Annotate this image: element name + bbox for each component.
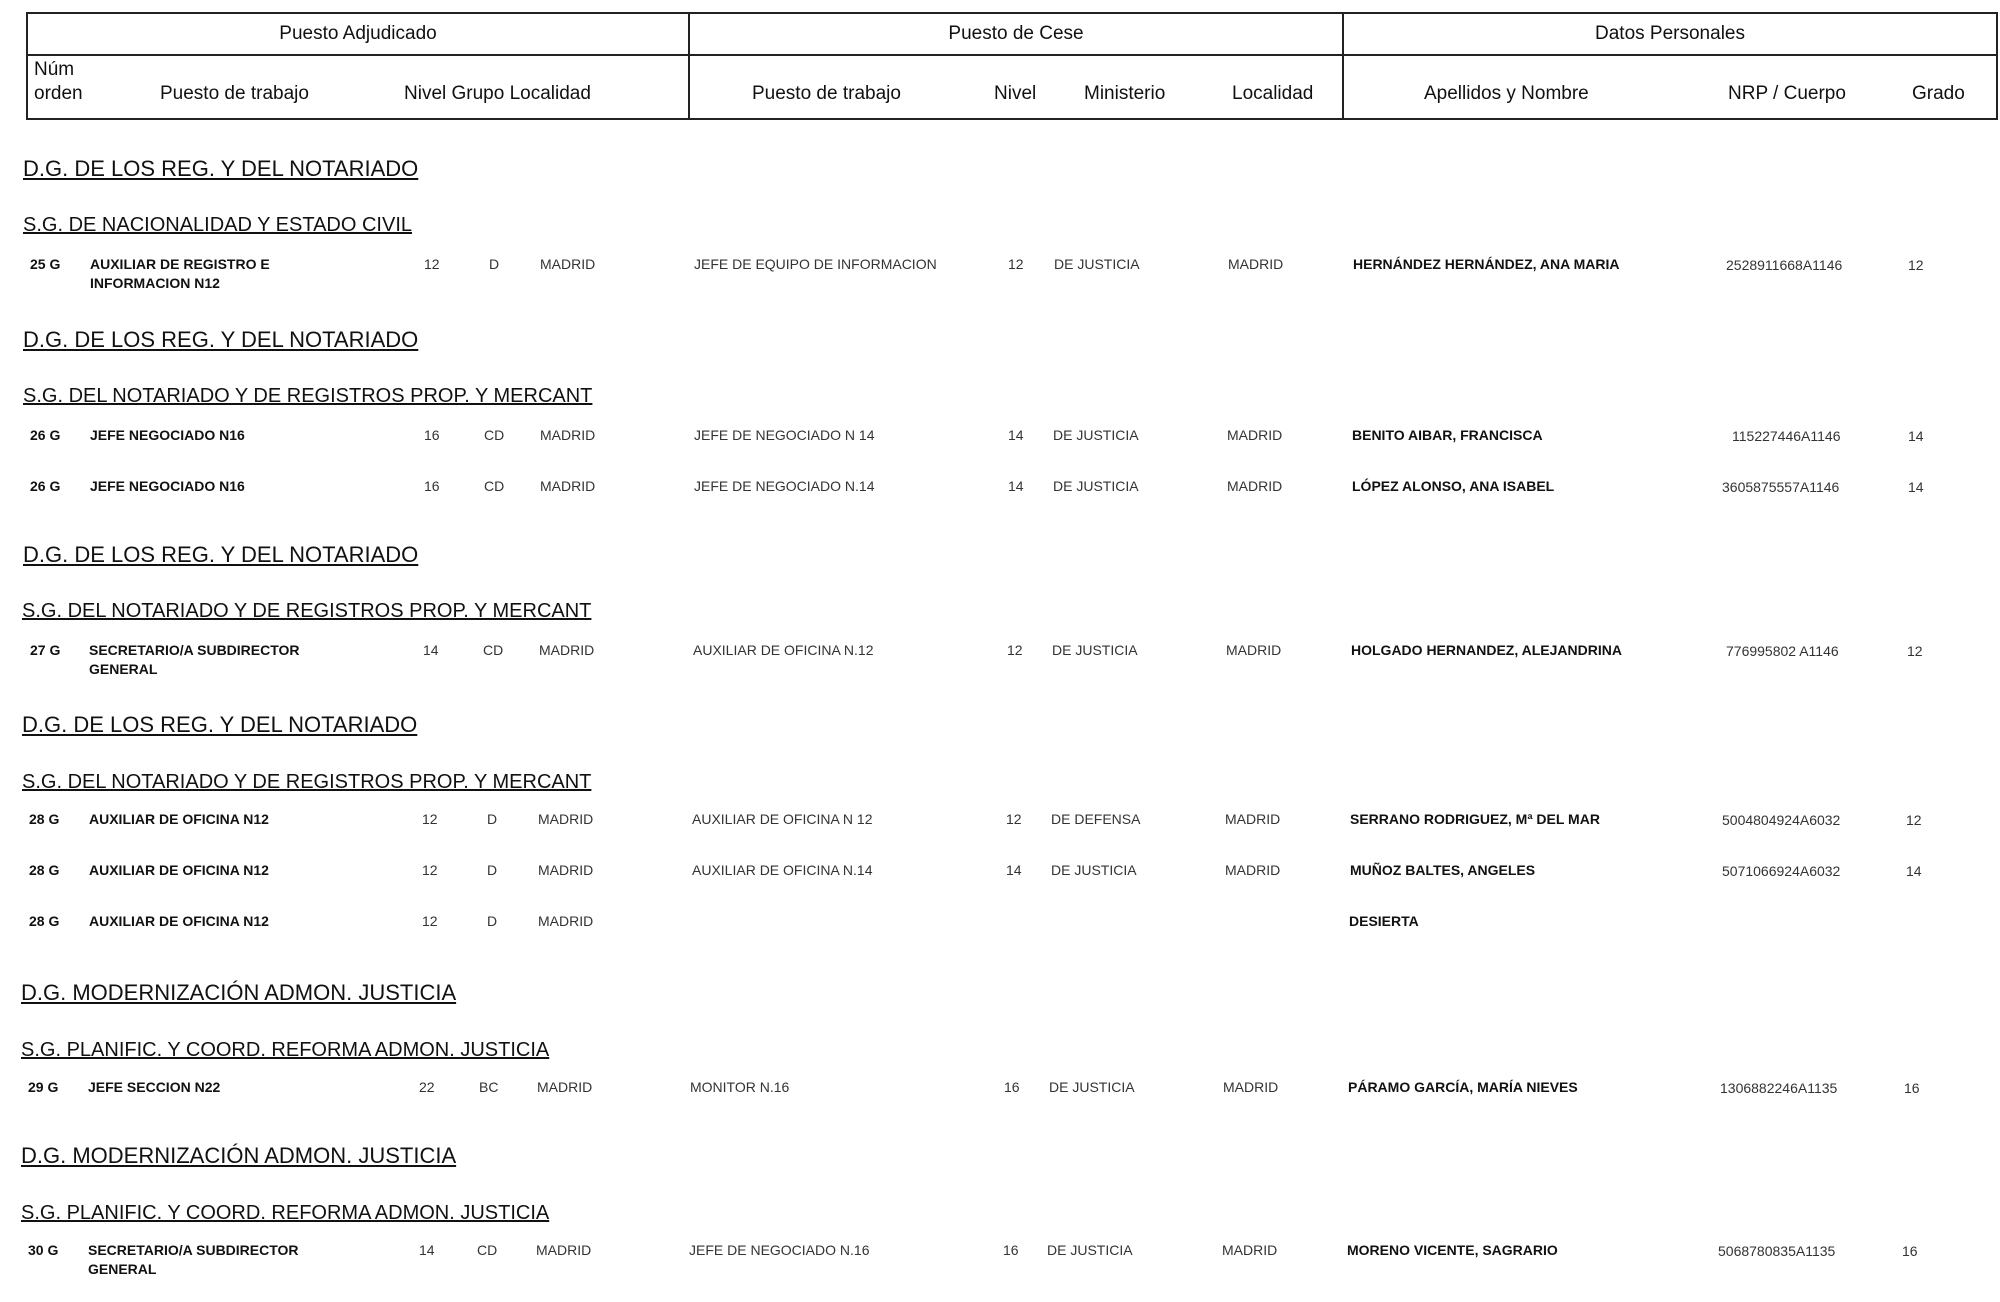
header-datos-personales bbox=[1342, 12, 1998, 120]
grado: 12 bbox=[1908, 257, 1924, 273]
nivel-cese: 14 bbox=[1008, 478, 1024, 494]
nivel-cese: 12 bbox=[1008, 256, 1024, 272]
subdireccion-heading: S.G. DEL NOTARIADO Y DE REGISTROS PROP. Y MERCANT bbox=[22, 600, 592, 622]
grado: 14 bbox=[1906, 863, 1922, 879]
ministerio: DE DEFENSA bbox=[1051, 811, 1141, 827]
nrp-cuerpo: 5004804924A6032 bbox=[1722, 812, 1841, 828]
localidad: MADRID bbox=[536, 1242, 592, 1258]
apellidos-nombre: BENITO AIBAR, FRANCISCA bbox=[1352, 427, 1543, 443]
nrp-cuerpo: 776995802 A1146 bbox=[1726, 643, 1839, 659]
num-orden: 28 G bbox=[29, 811, 60, 827]
col-puesto-adjudicado: Puesto de trabajo bbox=[160, 83, 309, 104]
num-orden: 26 G bbox=[30, 478, 61, 494]
ministerio: DE JUSTICIA bbox=[1047, 1242, 1133, 1258]
localidad: MADRID bbox=[537, 1079, 593, 1095]
nrp-cuerpo: 115227446A1146 bbox=[1732, 428, 1841, 444]
puesto-adjudicado: AUXILIAR DE OFICINA N12 bbox=[89, 811, 269, 827]
localidad: MADRID bbox=[540, 478, 596, 494]
puesto-cese: JEFE DE NEGOCIADO N 14 bbox=[694, 427, 875, 443]
grupo: CD bbox=[477, 1242, 498, 1258]
grado: 12 bbox=[1906, 812, 1922, 828]
localidad: MADRID bbox=[538, 811, 594, 827]
nrp-cuerpo: 5068780835A1135 bbox=[1718, 1243, 1836, 1259]
grado: 16 bbox=[1902, 1243, 1918, 1259]
num-orden: 26 G bbox=[30, 427, 61, 443]
nivel-cese: 12 bbox=[1007, 642, 1023, 658]
apellidos-nombre: LÓPEZ ALONSO, ANA ISABEL bbox=[1352, 478, 1555, 494]
col-nivel-grupo-localidad: Nivel Grupo Localidad bbox=[404, 83, 591, 104]
group-title-personales: Datos Personales bbox=[1344, 14, 1996, 56]
puesto-cese: JEFE DE NEGOCIADO N.14 bbox=[694, 478, 875, 494]
group-title-cese: Puesto de Cese bbox=[690, 14, 1342, 56]
grado: 12 bbox=[1907, 643, 1923, 659]
grupo: D bbox=[487, 913, 498, 929]
nivel: 14 bbox=[419, 1242, 435, 1258]
nivel-cese: 16 bbox=[1004, 1079, 1020, 1095]
puesto-cese: JEFE DE EQUIPO DE INFORMACION bbox=[694, 256, 937, 272]
header-puesto-cese bbox=[688, 12, 1344, 120]
grupo: CD bbox=[483, 642, 504, 658]
num-orden: 29 G bbox=[28, 1079, 59, 1095]
subdireccion-heading: S.G. DEL NOTARIADO Y DE REGISTROS PROP. Y MERCANT bbox=[22, 771, 592, 793]
nivel: 14 bbox=[423, 642, 439, 658]
apellidos-nombre: SERRANO RODRIGUEZ, Mª DEL MAR bbox=[1350, 811, 1600, 827]
puesto-adjudicado: JEFE NEGOCIADO N16 bbox=[90, 427, 245, 443]
nrp-cuerpo: 3605875557A1146 bbox=[1722, 479, 1840, 495]
ministerio: DE JUSTICIA bbox=[1054, 256, 1140, 272]
nivel-cese: 12 bbox=[1006, 811, 1022, 827]
localidad-cese: MADRID bbox=[1227, 427, 1283, 443]
puesto-adjudicado: AUXILIAR DE REGISTRO E INFORMACION N12 bbox=[90, 256, 270, 291]
header-puesto-adjudicado bbox=[26, 12, 690, 120]
num-orden: 28 G bbox=[29, 913, 60, 929]
num-orden: 27 G bbox=[30, 642, 61, 658]
col-num-orden: Núm orden bbox=[34, 59, 83, 104]
nrp-cuerpo: 2528911668A1146 bbox=[1726, 257, 1843, 273]
puesto-adjudicado: AUXILIAR DE OFICINA N12 bbox=[89, 913, 269, 929]
localidad-cese: MADRID bbox=[1226, 642, 1282, 658]
num-orden: 30 G bbox=[28, 1242, 59, 1258]
ministerio: DE JUSTICIA bbox=[1051, 862, 1137, 878]
subdireccion-heading: S.G. DE NACIONALIDAD Y ESTADO CIVIL bbox=[23, 214, 412, 236]
localidad: MADRID bbox=[540, 427, 596, 443]
nivel: 16 bbox=[424, 478, 440, 494]
localidad-cese: MADRID bbox=[1228, 256, 1284, 272]
grupo: D bbox=[489, 256, 500, 272]
direccion-heading: D.G. DE LOS REG. Y DEL NOTARIADO bbox=[22, 712, 418, 737]
puesto-cese: AUXILIAR DE OFICINA N 12 bbox=[692, 811, 873, 827]
apellidos-nombre: HERNÁNDEZ HERNÁNDEZ, ANA MARIA bbox=[1353, 256, 1620, 272]
num-orden: 25 G bbox=[30, 256, 61, 272]
nivel-cese: 14 bbox=[1006, 862, 1022, 878]
ministerio: DE JUSTICIA bbox=[1052, 642, 1138, 658]
localidad-cese: MADRID bbox=[1225, 862, 1281, 878]
localidad-cese: MADRID bbox=[1222, 1242, 1278, 1258]
col-nivel-cese: Nivel bbox=[994, 83, 1037, 104]
grupo: CD bbox=[484, 427, 505, 443]
puesto-adjudicado: SECRETARIO/A SUBDIRECTOR GENERAL bbox=[88, 1242, 299, 1277]
puesto-adjudicado: JEFE NEGOCIADO N16 bbox=[90, 478, 245, 494]
direccion-heading: D.G. DE LOS REG. Y DEL NOTARIADO bbox=[23, 156, 419, 181]
grupo: CD bbox=[484, 478, 505, 494]
localidad: MADRID bbox=[539, 642, 595, 658]
grado: 14 bbox=[1908, 428, 1924, 444]
ministerio: DE JUSTICIA bbox=[1053, 478, 1139, 494]
ministerio: DE JUSTICIA bbox=[1049, 1079, 1135, 1095]
nrp-cuerpo: 1306882246A1135 bbox=[1720, 1080, 1838, 1096]
col-grado: Grado bbox=[1912, 83, 1965, 104]
direccion-heading: D.G. DE LOS REG. Y DEL NOTARIADO bbox=[23, 542, 419, 567]
nrp-cuerpo: 5071066924A6032 bbox=[1722, 863, 1841, 879]
grupo: D bbox=[487, 811, 498, 827]
localidad: MADRID bbox=[538, 913, 594, 929]
num-orden: 28 G bbox=[29, 862, 60, 878]
puesto-adjudicado: SECRETARIO/A SUBDIRECTOR GENERAL bbox=[89, 642, 300, 677]
grado: 16 bbox=[1904, 1080, 1920, 1096]
col-nrp-cuerpo: NRP / Cuerpo bbox=[1728, 83, 1846, 104]
puesto-cese: JEFE DE NEGOCIADO N.16 bbox=[689, 1242, 870, 1258]
puesto-adjudicado: JEFE SECCION N22 bbox=[88, 1079, 221, 1095]
apellidos-nombre: MUÑOZ BALTES, ANGELES bbox=[1350, 862, 1536, 878]
col-puesto-cese: Puesto de trabajo bbox=[752, 83, 901, 104]
direccion-heading: D.G. DE LOS REG. Y DEL NOTARIADO bbox=[23, 327, 419, 352]
subdireccion-heading: S.G. PLANIFIC. Y COORD. REFORMA ADMON. JUSTICIA bbox=[21, 1202, 550, 1224]
grupo: D bbox=[487, 862, 498, 878]
col-apellidos-nombre: Apellidos y Nombre bbox=[1424, 83, 1589, 104]
nivel: 16 bbox=[424, 427, 440, 443]
direccion-heading: D.G. MODERNIZACIÓN ADMON. JUSTICIA bbox=[21, 980, 457, 1005]
grado: 14 bbox=[1908, 479, 1924, 495]
group-title-adjudicado: Puesto Adjudicado bbox=[28, 14, 688, 56]
localidad: MADRID bbox=[538, 862, 594, 878]
col-localidad-cese: Localidad bbox=[1232, 83, 1314, 104]
localidad-cese: MADRID bbox=[1227, 478, 1283, 494]
nivel-cese: 16 bbox=[1003, 1242, 1019, 1258]
puesto-cese: AUXILIAR DE OFICINA N.12 bbox=[693, 642, 874, 658]
subdireccion-heading: S.G. DEL NOTARIADO Y DE REGISTROS PROP. Y MERCANT bbox=[23, 385, 593, 407]
ministerio: DE JUSTICIA bbox=[1053, 427, 1139, 443]
direccion-heading: D.G. MODERNIZACIÓN ADMON. JUSTICIA bbox=[21, 1143, 457, 1168]
grupo: BC bbox=[479, 1079, 499, 1095]
nivel: 22 bbox=[419, 1079, 435, 1095]
localidad-cese: MADRID bbox=[1225, 811, 1281, 827]
nivel: 12 bbox=[422, 811, 438, 827]
puesto-adjudicado: AUXILIAR DE OFICINA N12 bbox=[89, 862, 269, 878]
localidad: MADRID bbox=[540, 256, 596, 272]
subdireccion-heading: S.G. PLANIFIC. Y COORD. REFORMA ADMON. JUSTICIA bbox=[21, 1039, 550, 1061]
col-ministerio: Ministerio bbox=[1084, 83, 1166, 104]
apellidos-nombre: MORENO VICENTE, SAGRARIO bbox=[1347, 1242, 1558, 1258]
puesto-cese: AUXILIAR DE OFICINA N.14 bbox=[692, 862, 873, 878]
nivel-cese: 14 bbox=[1008, 427, 1024, 443]
localidad-cese: MADRID bbox=[1223, 1079, 1279, 1095]
nivel: 12 bbox=[422, 913, 438, 929]
apellidos-nombre: DESIERTA bbox=[1349, 913, 1419, 929]
nivel: 12 bbox=[422, 862, 438, 878]
apellidos-nombre: HOLGADO HERNANDEZ, ALEJANDRINA bbox=[1351, 642, 1622, 658]
puesto-cese: MONITOR N.16 bbox=[690, 1079, 790, 1095]
nivel: 12 bbox=[424, 256, 440, 272]
apellidos-nombre: PÁRAMO GARCÍA, MARÍA NIEVES bbox=[1348, 1079, 1578, 1095]
